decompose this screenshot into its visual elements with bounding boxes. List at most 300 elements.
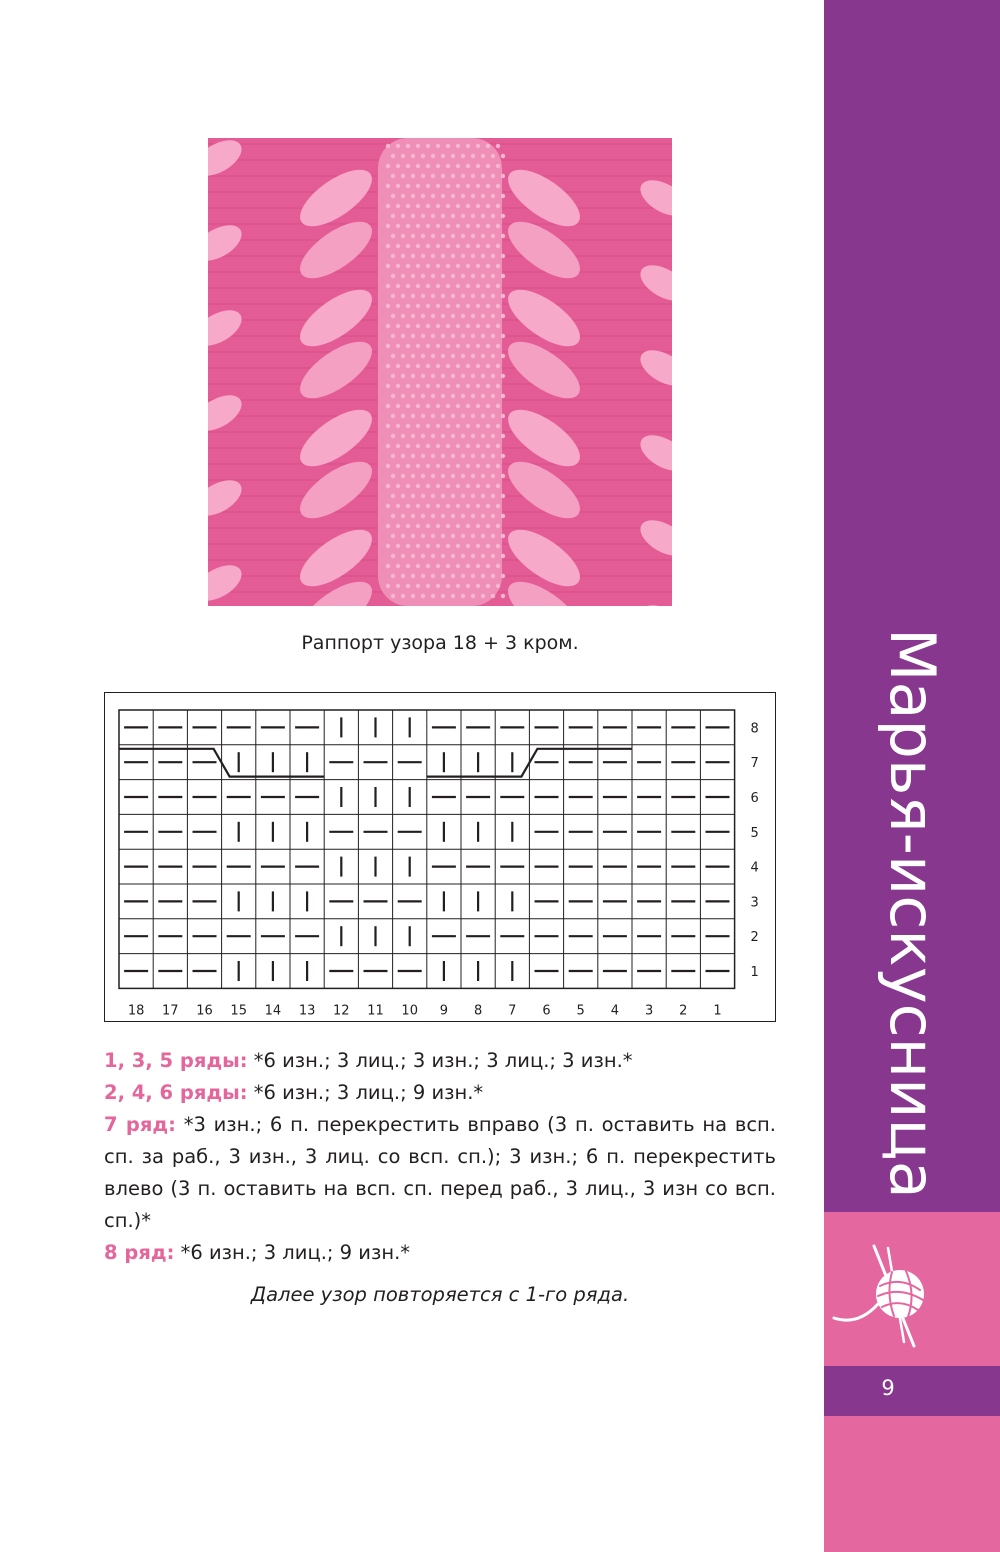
seed-stitch-bump	[491, 394, 495, 398]
seed-stitch-bump	[441, 394, 445, 398]
row-text: *6 изн.; 3 лиц.; 9 изн.*	[174, 1241, 411, 1264]
seed-stitch-bump	[416, 324, 420, 328]
seed-stitch-bump	[451, 154, 455, 158]
seed-stitch-bump	[401, 234, 405, 238]
seed-stitch-bump	[491, 314, 495, 318]
seed-stitch-bump	[481, 474, 485, 478]
seed-stitch-bump	[501, 374, 505, 378]
seed-stitch-bump	[406, 364, 410, 368]
seed-stitch-bump	[386, 524, 390, 528]
seed-stitch-bump	[426, 424, 430, 428]
column-number-label: 5	[576, 1003, 585, 1019]
seed-stitch-bump	[451, 574, 455, 578]
seed-stitch-bump	[496, 444, 500, 448]
seed-stitch-bump	[446, 544, 450, 548]
seed-stitch-bump	[481, 414, 485, 418]
seed-stitch-bump	[471, 514, 475, 518]
seed-stitch-bump	[411, 354, 415, 358]
seed-stitch-bump	[406, 264, 410, 268]
seed-stitch-bump	[441, 534, 445, 538]
seed-stitch-bump	[441, 414, 445, 418]
seed-stitch-bump	[406, 544, 410, 548]
seed-stitch-bump	[386, 344, 390, 348]
seed-stitch-bump	[446, 184, 450, 188]
seed-stitch-bump	[436, 444, 440, 448]
seed-stitch-bump	[386, 544, 390, 548]
seed-stitch-bump	[391, 534, 395, 538]
column-number-label: 17	[162, 1003, 179, 1019]
seed-stitch-bump	[441, 174, 445, 178]
seed-stitch-bump	[476, 524, 480, 528]
seed-stitch-bump	[476, 164, 480, 168]
seed-stitch-bump	[451, 514, 455, 518]
seed-stitch-bump	[466, 244, 470, 248]
row-label: 8 ряд:	[104, 1241, 175, 1264]
seed-stitch-bump	[461, 594, 465, 598]
seed-stitch-bump	[486, 244, 490, 248]
seed-stitch-bump	[471, 574, 475, 578]
seed-stitch-bump	[496, 484, 500, 488]
seed-stitch-bump	[411, 254, 415, 258]
seed-stitch-bump	[431, 454, 435, 458]
seed-stitch-bump	[396, 344, 400, 348]
seed-stitch-bump	[471, 474, 475, 478]
seed-stitch-bump	[486, 544, 490, 548]
seed-stitch-bump	[441, 294, 445, 298]
seed-stitch-bump	[426, 164, 430, 168]
seed-stitch-bump	[421, 194, 425, 198]
seed-stitch-bump	[466, 264, 470, 268]
seed-stitch-bump	[456, 204, 460, 208]
seed-stitch-bump	[501, 314, 505, 318]
column-number-label: 13	[298, 1003, 316, 1019]
seed-stitch-bump	[486, 424, 490, 428]
row-text: *6 изн.; 3 лиц.; 3 изн.; 3 лиц.; 3 изн.*	[247, 1049, 633, 1072]
seed-stitch-bump	[421, 494, 425, 498]
seed-stitch-bump	[446, 404, 450, 408]
seed-stitch-bump	[456, 184, 460, 188]
seed-stitch-bump	[436, 464, 440, 468]
seed-stitch-bump	[386, 324, 390, 328]
seed-stitch-bump	[406, 464, 410, 468]
seed-stitch-bump	[396, 164, 400, 168]
seed-stitch-bump	[456, 524, 460, 528]
seed-stitch-bump	[441, 254, 445, 258]
seed-stitch-bump	[461, 294, 465, 298]
seed-stitch-bump	[501, 574, 505, 578]
seed-stitch-bump	[481, 214, 485, 218]
seed-stitch-bump	[466, 524, 470, 528]
seed-stitch-bump	[411, 334, 415, 338]
seed-stitch-bump	[456, 324, 460, 328]
seed-stitch-bump	[396, 404, 400, 408]
seed-stitch-bump	[496, 344, 500, 348]
seed-stitch-bump	[426, 184, 430, 188]
seed-stitch-bump	[421, 514, 425, 518]
seed-stitch-bump	[396, 584, 400, 588]
seed-stitch-bump	[471, 354, 475, 358]
seed-stitch-bump	[446, 424, 450, 428]
seed-stitch-bump	[476, 184, 480, 188]
seed-stitch-bump	[426, 204, 430, 208]
row-label: 7 ряд:	[104, 1113, 176, 1136]
column-number-label: 8	[473, 1003, 483, 1019]
seed-stitch-bump	[496, 544, 500, 548]
seed-stitch-bump	[466, 424, 470, 428]
seed-stitch-bump	[481, 274, 485, 278]
seed-stitch-bump	[456, 344, 460, 348]
seed-stitch-bump	[476, 384, 480, 388]
seed-stitch-bump	[441, 274, 445, 278]
seed-stitch-bump	[476, 144, 480, 148]
seed-stitch-bump	[481, 174, 485, 178]
seed-stitch-bump	[446, 584, 450, 588]
seed-stitch-bump	[486, 324, 490, 328]
seed-stitch-bump	[446, 244, 450, 248]
seed-stitch-bump	[491, 174, 495, 178]
seed-stitch-bump	[441, 334, 445, 338]
seed-stitch-bump	[391, 474, 395, 478]
seed-stitch-bump	[401, 314, 405, 318]
knitting-chart	[104, 692, 776, 1022]
seed-stitch-bump	[391, 154, 395, 158]
seed-stitch-bump	[476, 484, 480, 488]
seed-stitch-bump	[421, 414, 425, 418]
seed-stitch-bump	[491, 554, 495, 558]
seed-stitch-bump	[436, 364, 440, 368]
seed-stitch-bump	[436, 204, 440, 208]
seed-stitch-bump	[416, 144, 420, 148]
seed-stitch-bump	[411, 594, 415, 598]
seed-stitch-bump	[416, 584, 420, 588]
seed-stitch-bump	[476, 424, 480, 428]
seed-stitch-bump	[396, 504, 400, 508]
seed-stitch-bump	[431, 154, 435, 158]
row-number-label: 3	[750, 895, 759, 911]
seed-stitch-bump	[411, 394, 415, 398]
seed-stitch-bump	[391, 374, 395, 378]
seed-stitch-bump	[416, 564, 420, 568]
seed-stitch-bump	[446, 524, 450, 528]
seed-stitch-bump	[391, 314, 395, 318]
seed-stitch-bump	[501, 154, 505, 158]
seed-stitch-bump	[411, 474, 415, 478]
seed-stitch-bump	[441, 214, 445, 218]
seed-stitch-bump	[396, 324, 400, 328]
seed-stitch-bump	[456, 224, 460, 228]
seed-stitch-bump	[441, 374, 445, 378]
seed-stitch-bump	[471, 394, 475, 398]
seed-stitch-bump	[431, 414, 435, 418]
seed-stitch-bump	[466, 544, 470, 548]
seed-stitch-bump	[436, 404, 440, 408]
seed-stitch-bump	[421, 294, 425, 298]
seed-stitch-bump	[421, 474, 425, 478]
seed-stitch-bump	[416, 444, 420, 448]
yarn-ball-icon	[828, 1234, 948, 1354]
seed-stitch-bump	[501, 354, 505, 358]
seed-stitch-bump	[396, 364, 400, 368]
seed-stitch-bump	[401, 574, 405, 578]
seed-stitch-bump	[446, 224, 450, 228]
seed-stitch-bump	[446, 204, 450, 208]
seed-stitch-bump	[436, 544, 440, 548]
seed-stitch-bump	[456, 564, 460, 568]
seed-stitch-bump	[466, 304, 470, 308]
seed-stitch-bump	[491, 234, 495, 238]
instruction-rows-1-3-5	[104, 1045, 776, 1077]
seed-stitch-bump	[481, 554, 485, 558]
seed-stitch-bump	[461, 434, 465, 438]
seed-stitch-bump	[466, 144, 470, 148]
seed-stitch-bump	[471, 434, 475, 438]
seed-stitch-bump	[406, 144, 410, 148]
seed-stitch-bump	[466, 564, 470, 568]
seed-stitch-bump	[471, 174, 475, 178]
row-label: 1, 3, 5 ряды:	[104, 1049, 248, 1072]
seed-stitch-bump	[431, 374, 435, 378]
seed-stitch-bump	[441, 234, 445, 238]
seed-stitch-bump	[471, 534, 475, 538]
seed-stitch-bump	[476, 324, 480, 328]
seed-stitch-bump	[436, 224, 440, 228]
seed-stitch-bump	[471, 254, 475, 258]
seed-stitch-bump	[406, 484, 410, 488]
page-number: 9	[881, 1376, 895, 1400]
seed-stitch-bump	[461, 334, 465, 338]
seed-stitch-bump	[421, 434, 425, 438]
seed-stitch-bump	[501, 294, 505, 298]
seed-stitch-bump	[426, 404, 430, 408]
seed-stitch-bump	[451, 494, 455, 498]
seed-stitch-bump	[491, 374, 495, 378]
seed-stitch-bump	[431, 294, 435, 298]
seed-stitch-bump	[431, 554, 435, 558]
seed-stitch-bump	[391, 194, 395, 198]
seed-stitch-bump	[386, 444, 390, 448]
seed-stitch-bump	[441, 454, 445, 458]
seed-stitch-bump	[401, 414, 405, 418]
seed-stitch-bump	[456, 484, 460, 488]
seed-stitch-bump	[451, 374, 455, 378]
seed-stitch-bump	[456, 444, 460, 448]
seed-stitch-bump	[456, 144, 460, 148]
seed-stitch-bump	[396, 184, 400, 188]
seed-stitch-bump	[501, 234, 505, 238]
seed-stitch-bump	[471, 194, 475, 198]
seed-stitch-bump	[486, 404, 490, 408]
seed-stitch-bump	[416, 304, 420, 308]
column-number-label: 2	[679, 1003, 688, 1019]
seed-stitch-bump	[441, 594, 445, 598]
seed-stitch-bump	[491, 534, 495, 538]
seed-stitch-bump	[411, 214, 415, 218]
seed-stitch-bump	[411, 374, 415, 378]
row-number-label: 2	[750, 930, 759, 946]
seed-stitch-bump	[436, 564, 440, 568]
seed-stitch-bump	[461, 554, 465, 558]
seed-stitch-bump	[451, 414, 455, 418]
seed-stitch-bump	[496, 204, 500, 208]
seed-stitch-bump	[431, 174, 435, 178]
seed-stitch-bump	[421, 154, 425, 158]
seed-stitch-bump	[486, 524, 490, 528]
seed-stitch-bump	[431, 194, 435, 198]
seed-stitch-bump	[401, 254, 405, 258]
seed-stitch-bump	[476, 544, 480, 548]
seed-stitch-bump	[406, 584, 410, 588]
column-number-label: 7	[508, 1003, 517, 1019]
seed-stitch-bump	[436, 424, 440, 428]
seed-stitch-bump	[441, 354, 445, 358]
seed-stitch-bump	[396, 204, 400, 208]
seed-stitch-bump	[396, 544, 400, 548]
seed-stitch-bump	[431, 314, 435, 318]
seed-stitch-bump	[451, 454, 455, 458]
column-number-label: 1	[713, 1003, 722, 1019]
column-number-label: 14	[264, 1003, 282, 1019]
seed-stitch-bump	[461, 314, 465, 318]
seed-stitch-bump	[461, 174, 465, 178]
seed-stitch-bump	[416, 384, 420, 388]
column-number-label: 6	[542, 1003, 551, 1019]
seed-stitch-bump	[431, 434, 435, 438]
seed-stitch-bump	[471, 294, 475, 298]
seed-stitch-bump	[496, 144, 500, 148]
seed-stitch-bump	[491, 294, 495, 298]
seed-stitch-bump	[396, 144, 400, 148]
row-number-label: 6	[750, 791, 759, 806]
seed-stitch-bump	[406, 204, 410, 208]
seed-stitch-bump	[386, 144, 390, 148]
seed-stitch-bump	[466, 284, 470, 288]
seed-stitch-bump	[481, 534, 485, 538]
seed-stitch-bump	[451, 214, 455, 218]
seed-stitch-bump	[426, 504, 430, 508]
row-label: 2, 4, 6 ряды:	[104, 1081, 248, 1104]
seed-stitch-bump	[401, 434, 405, 438]
seed-stitch-bump	[401, 374, 405, 378]
seed-stitch-bump	[426, 384, 430, 388]
seed-stitch-bump	[451, 174, 455, 178]
seed-stitch-bump	[416, 504, 420, 508]
seed-stitch-bump	[496, 464, 500, 468]
seed-stitch-bump	[436, 504, 440, 508]
seed-stitch-bump	[406, 344, 410, 348]
seed-stitch-bump	[456, 264, 460, 268]
seed-stitch-bump	[431, 234, 435, 238]
seed-stitch-bump	[436, 164, 440, 168]
seed-stitch-bump	[416, 264, 420, 268]
seed-stitch-bump	[501, 214, 505, 218]
seed-stitch-bump	[486, 284, 490, 288]
seed-stitch-bump	[471, 594, 475, 598]
seed-stitch-bump	[451, 434, 455, 438]
seed-stitch-bump	[396, 464, 400, 468]
seed-stitch-bump	[426, 284, 430, 288]
seed-stitch-bump	[496, 524, 500, 528]
seed-stitch-bump	[466, 384, 470, 388]
seed-stitch-bump	[446, 504, 450, 508]
seed-stitch-bump	[471, 414, 475, 418]
seed-stitch-bump	[491, 434, 495, 438]
seed-stitch-bump	[501, 554, 505, 558]
seed-stitch-bump	[436, 484, 440, 488]
seed-stitch-bump	[401, 514, 405, 518]
repeat-note: Далее узор повторяется с 1-го ряда.	[250, 1283, 630, 1306]
seed-stitch-bump	[451, 294, 455, 298]
seed-stitch-bump	[456, 284, 460, 288]
seed-stitch-bump	[411, 434, 415, 438]
seed-stitch-bump	[416, 244, 420, 248]
seed-stitch-bump	[396, 224, 400, 228]
seed-stitch-bump	[411, 554, 415, 558]
seed-stitch-bump	[466, 444, 470, 448]
row-number-label: 8	[750, 721, 759, 737]
seed-stitch-bump	[496, 564, 500, 568]
seed-stitch-bump	[431, 474, 435, 478]
seed-stitch-bump	[481, 294, 485, 298]
seed-stitch-bump	[401, 274, 405, 278]
seed-stitch-bump	[471, 274, 475, 278]
seed-stitch-bump	[456, 304, 460, 308]
seed-stitch-bump	[386, 264, 390, 268]
seed-stitch-bump	[411, 454, 415, 458]
seed-stitch-bump	[421, 174, 425, 178]
seed-stitch-bump	[391, 434, 395, 438]
seed-stitch-bump	[491, 594, 495, 598]
seed-stitch-bump	[386, 464, 390, 468]
seed-stitch-bump	[406, 524, 410, 528]
seed-stitch-bump	[431, 334, 435, 338]
seed-stitch-bump	[426, 244, 430, 248]
seed-stitch-bump	[481, 354, 485, 358]
seed-stitch-bump	[456, 584, 460, 588]
seed-stitch-bump	[446, 484, 450, 488]
seed-stitch-bump	[401, 354, 405, 358]
seed-stitch-bump	[491, 494, 495, 498]
seed-stitch-bump	[431, 394, 435, 398]
seed-stitch-bump	[421, 334, 425, 338]
seed-stitch-bump	[466, 484, 470, 488]
seed-stitch-bump	[446, 344, 450, 348]
seed-stitch-bump	[496, 504, 500, 508]
seed-stitch-bump	[466, 204, 470, 208]
seed-stitch-bump	[431, 534, 435, 538]
seed-stitch-bump	[461, 214, 465, 218]
seed-stitch-bump	[441, 154, 445, 158]
seed-stitch-bump	[471, 494, 475, 498]
seed-stitch-bump	[416, 464, 420, 468]
seed-stitch-bump	[386, 204, 390, 208]
seed-stitch-bump	[396, 524, 400, 528]
seed-stitch-bump	[496, 224, 500, 228]
seed-stitch-bump	[391, 574, 395, 578]
seed-stitch-bump	[436, 144, 440, 148]
seed-stitch-bump	[481, 574, 485, 578]
seed-stitch-bump	[451, 554, 455, 558]
seed-stitch-bump	[466, 464, 470, 468]
seed-stitch-bump	[456, 244, 460, 248]
seed-stitch-bump	[481, 394, 485, 398]
seed-stitch-bump	[501, 494, 505, 498]
seed-stitch-bump	[426, 264, 430, 268]
seed-stitch-bump	[431, 254, 435, 258]
seed-stitch-bump	[476, 344, 480, 348]
seed-stitch-bump	[451, 254, 455, 258]
seed-stitch-bump	[486, 184, 490, 188]
seed-stitch-bump	[436, 304, 440, 308]
